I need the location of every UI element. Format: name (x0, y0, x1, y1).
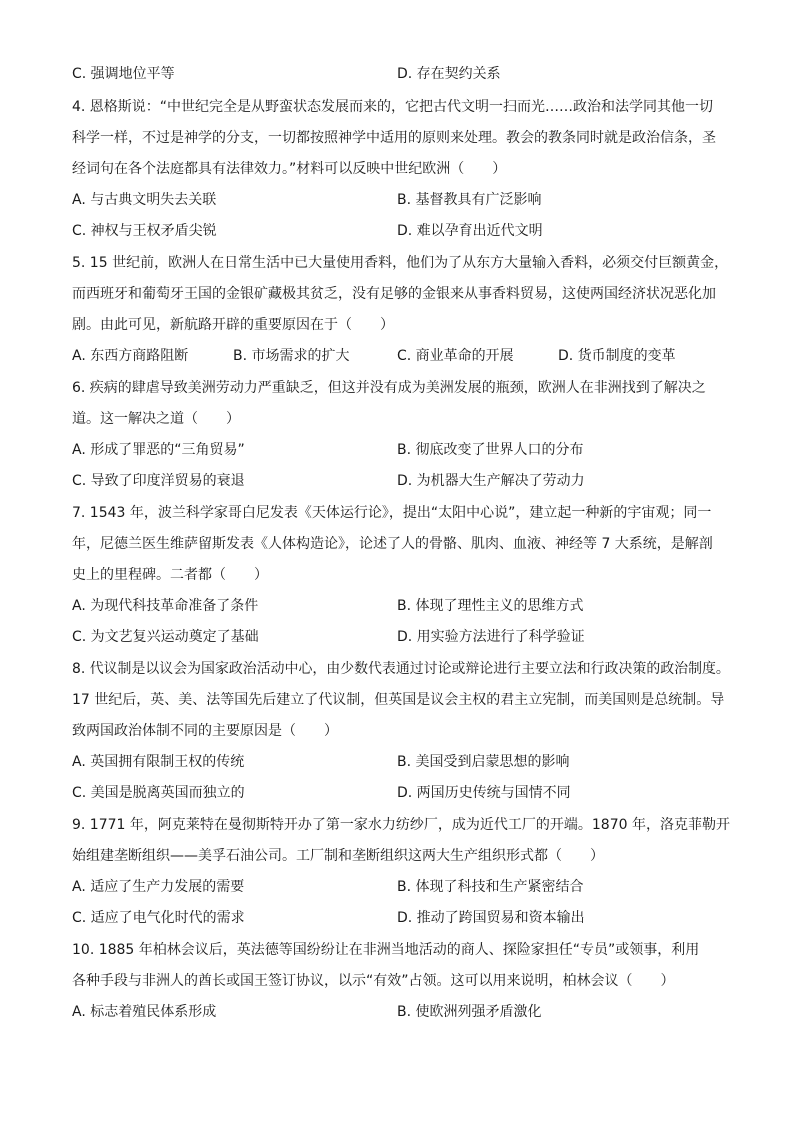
q7-option-d: D. 用实验方法进行了科学验证 (397, 629, 585, 645)
q6-option-c: C. 导致了印度洋贸易的衰退 (72, 473, 245, 489)
q6-stem-line-2: 道。这一解决之道（ ） (72, 411, 240, 427)
q10-option-a: A. 标志着殖民体系形成 (72, 1004, 217, 1020)
q8-option-d: D. 两国历史传统与国情不同 (397, 785, 571, 801)
q8-option-b: B. 美国受到启蒙思想的影响 (397, 754, 570, 770)
q4-stem-line-1: 4. 恩格斯说：“中世纪完全是从野蛮状态发展而来的，它把古代文明一扫而光……政治和法学同其他一切 (72, 99, 714, 115)
q10-stem-line-2: 各种手段与非洲人的酋长或国王签订协议，以示“有效”占领。这可以用来说明，柏林会议（ ） (72, 973, 675, 989)
q9-option-d: D. 推动了跨国贸易和资本输出 (397, 910, 585, 926)
q4-option-b: B. 基督教具有广泛影响 (397, 192, 542, 208)
q8-stem-line-1: 8. 代议制是以议会为国家政治活动中心，由少数代表通过讨论或辩论进行主要立法和行政决策的政治制度。 (72, 661, 730, 677)
q8-stem-line-2: 17 世纪后，英、美、法等国先后建立了代议制，但英国是议会主权的君主立宪制，而美国则是总统制。导 (72, 692, 725, 708)
q8-option-a: A. 英国拥有限制王权的传统 (72, 754, 245, 770)
q7-option-b: B. 体现了理性主义的思维方式 (397, 598, 584, 614)
q6-option-a: A. 形成了罪恶的“三角贸易” (72, 442, 245, 458)
q4-stem-line-3: 经词句在各个法庭都具有法律效力。”材料可以反映中世纪欧洲（ ） (72, 161, 507, 177)
q10-option-b: B. 使欧洲列强矛盾激化 (397, 1004, 542, 1020)
q4-option-d: D. 难以孕育出近代文明 (397, 223, 543, 239)
q5-stem-line-3: 剧。由此可见，新航路开辟的重要原因在于（ ） (72, 317, 394, 333)
q9-option-b: B. 体现了科技和生产紧密结合 (397, 879, 584, 895)
q4-option-c: C. 神权与王权矛盾尖锐 (72, 223, 217, 239)
q5-option-d: D. 货币制度的变革 (558, 348, 676, 364)
q5-option-c: C. 商业革命的开展 (397, 348, 514, 364)
q7-stem-line-3: 史上的里程碑。二者都（ ） (72, 567, 268, 583)
q8-option-c: C. 美国是脱离英国而独立的 (72, 785, 245, 801)
q9-option-c: C. 适应了电气化时代的需求 (72, 910, 245, 926)
q7-stem-line-1: 7. 1543 年，波兰科学家哥白尼发表《天体运行论》，提出“太阳中心说”，建立起一种新的宇宙观；同一 (72, 505, 712, 521)
q6-option-b: B. 彻底改变了世界人口的分布 (397, 442, 584, 458)
q4-stem-line-2: 科学一样，不过是神学的分支，一切都按照神学中适用的原则来处理。教会的教条同时就是政治信条，圣 (72, 130, 716, 146)
q4-option-a: A. 与古典文明失去关联 (72, 192, 217, 208)
q8-stem-line-3: 致两国政治体制不同的主要原因是（ ） (72, 723, 338, 739)
q6-option-d: D. 为机器大生产解决了劳动力 (397, 473, 585, 489)
q7-option-a: A. 为现代科技革命准备了条件 (72, 598, 259, 614)
q3-option-c: C. 强调地位平等 (72, 66, 175, 82)
q5-option-b: B. 市场需求的扩大 (233, 348, 350, 364)
q7-option-c: C. 为文艺复兴运动奠定了基础 (72, 629, 259, 645)
q9-option-a: A. 适应了生产力发展的需要 (72, 879, 245, 895)
q5-stem-line-1: 5. 15 世纪前，欧洲人在日常生活中已大量使用香料，他们为了从东方大量输入香料，必须交付巨额黄金， (72, 255, 729, 271)
q5-stem-line-2: 而西班牙和葡萄牙王国的金银矿藏极其贫乏，没有足够的金银来从事香料贸易，这使两国经济状况恶化加 (72, 286, 716, 302)
q5-option-a: A. 东西方商路阻断 (72, 348, 189, 364)
q6-stem-line-1: 6. 疾病的肆虐导致美洲劳动力严重缺乏，但这并没有成为美洲发展的瓶颈，欧洲人在非洲找到了解决之 (72, 380, 706, 396)
q9-stem-line-1: 9. 1771 年，阿克莱特在曼彻斯特开办了第一家水力纺纱厂，成为近代工厂的开端。1870 年，洛克菲勒开 (72, 817, 730, 833)
q7-stem-line-2: 年，尼德兰医生维萨留斯发表《人体构造论》，论述了人的骨骼、肌肉、血液、神经等 7 大系统，是解剖 (72, 536, 713, 552)
q10-stem-line-1: 10. 1885 年柏林会议后，英法德等国纷纷让在非洲当地活动的商人、探险家担任“专员”或领事，利用 (72, 942, 700, 958)
q3-option-d: D. 存在契约关系 (397, 66, 501, 82)
q9-stem-line-2: 始组建垄断组织——美孚石油公司。工厂制和垄断组织这两大生产组织形式都（ ） (72, 848, 604, 864)
